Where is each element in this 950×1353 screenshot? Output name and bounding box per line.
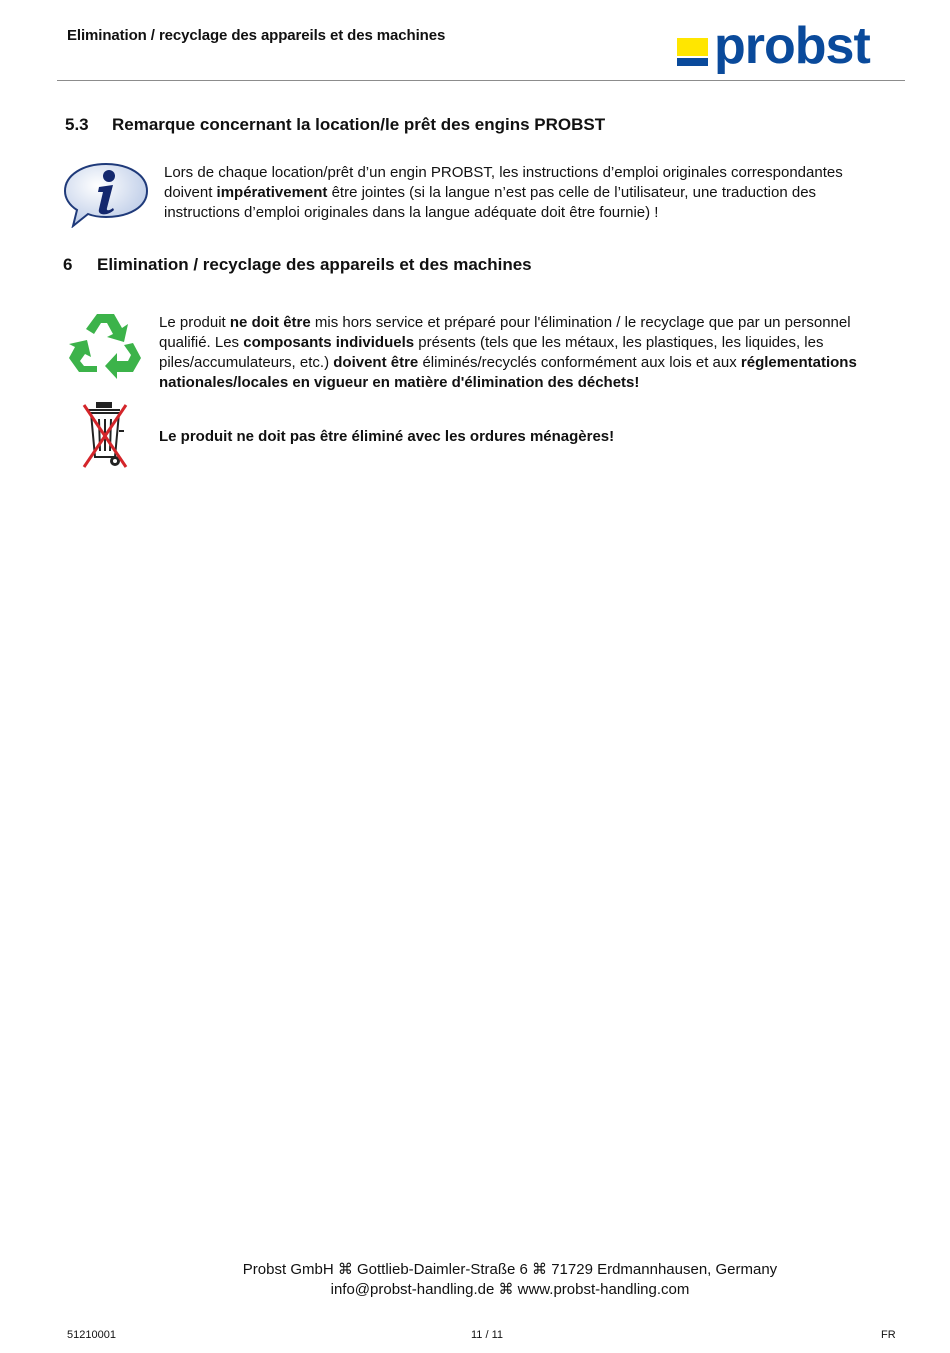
footer-address (0, 1260, 950, 1300)
logo-mark (677, 38, 708, 66)
info-icon (63, 160, 149, 228)
section-6-title: Elimination / recyclage des appareils et des machines (97, 255, 532, 274)
section-5-3-paragraph: Lors de chaque location/prêt d’un engin PROBST, les instructions d’emploi originales correspondantes doivent impérativement être jointes (si la langue n’est pas celle de l’utilisateur, une traduction des instructions d’emploi originales dans la langue adéquate doit être fournie) ! (164, 164, 843, 221)
footer-contact-line: info@probst-handling.de ⌘ www.probst-handling.com (330, 1281, 690, 1298)
footer-address-line: Probst GmbH ⌘ Gottlieb-Daimler-Straße 6 ⌘ 71729 Erdmannhausen, Germany (242, 1261, 778, 1278)
section-6-paragraph: Le produit ne doit être mis hors service et préparé pour l'élimination / le recyclage que par un personnel qualifié. Les composants individuels présents (tels que les métaux, les plastiques, les liquides, les piles/accumulateurs, etc.) doivent être éliminés/recyclés conformément aux lois et aux réglementations nationales/locales en vigueur en matière d'élimination des déchets! (159, 314, 857, 391)
probst-logo (677, 17, 899, 78)
section-6-number: 6 (63, 255, 73, 274)
header-title: Elimination / recyclage des appareils et des machines (67, 27, 446, 44)
recycle-icon (67, 310, 142, 382)
logo-wordmark: probst (714, 17, 870, 75)
header-divider (57, 80, 905, 81)
page-number: 11 / 11 (471, 1329, 504, 1341)
document-number: 51210001 (67, 1329, 116, 1341)
section-5-3-number: 5.3 (65, 115, 89, 134)
crossed-bin-icon (80, 401, 130, 469)
language-code: FR (881, 1329, 896, 1341)
section-5-3-title: Remarque concernant la location/le prêt des engins PROBST (112, 115, 606, 134)
household-waste-warning: Le produit ne doit pas être éliminé avec les ordures ménagères! (159, 428, 615, 445)
